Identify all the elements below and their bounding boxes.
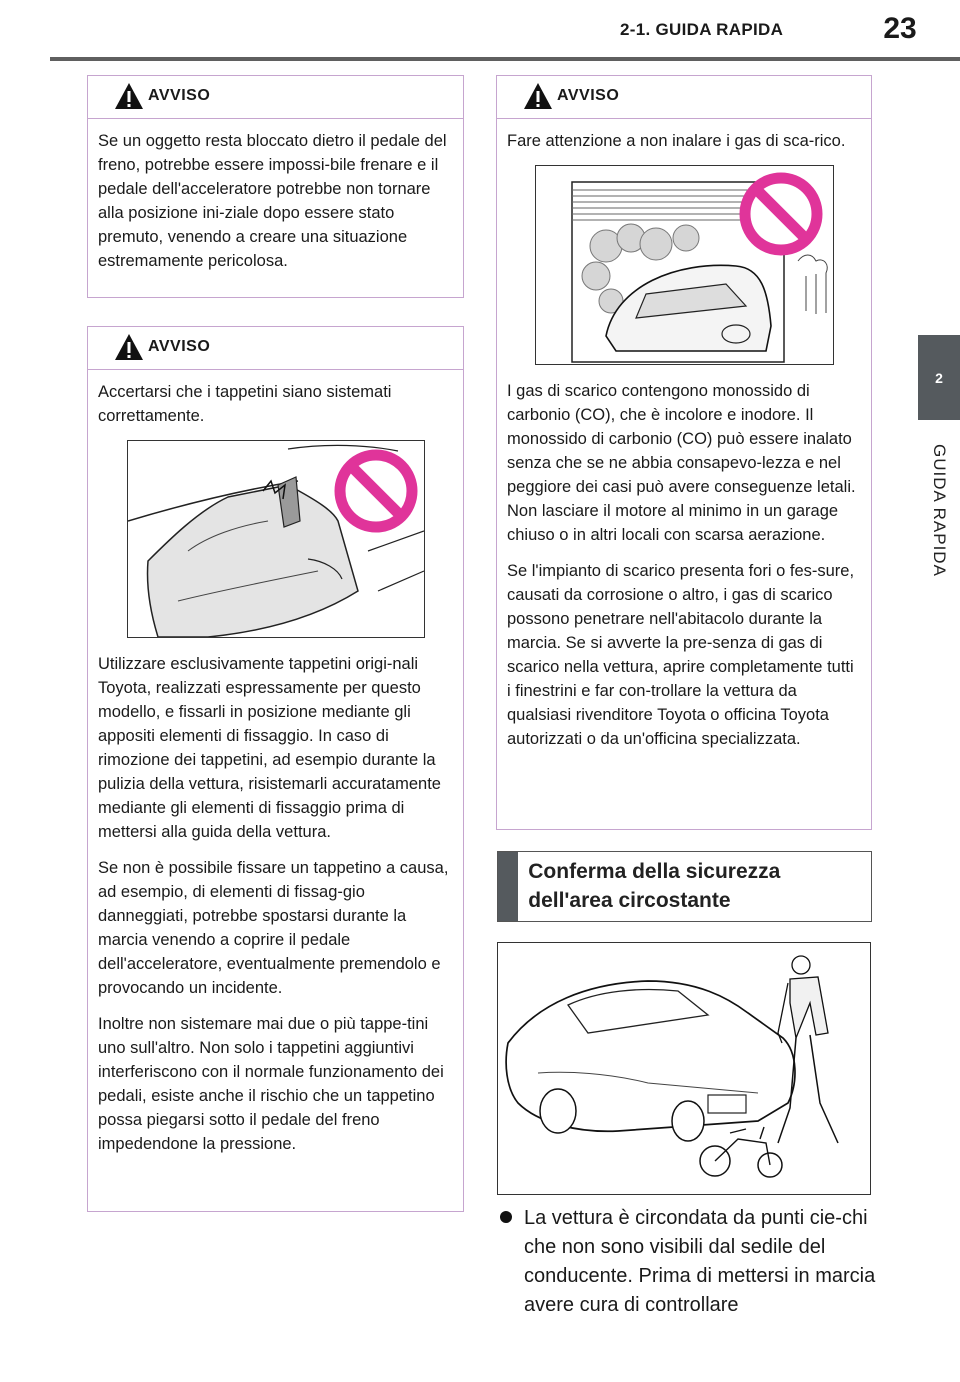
warning-paragraph: Se non è possibile fissare un tappetino a causa, ad esempio, di elementi di fissag-gio danneggiati, potrebbe spostarsi durante la marcia venendo a coprire il pedale dell'acceleratore, eventualmente premendolo e provocando un incidente. [98, 859, 449, 997]
section-heading [497, 851, 872, 922]
section-heading-title: Conferma della sicurezza dell'area circostante [528, 860, 781, 912]
warning-intro: Fare attenzione a non inalare i gas di sca-rico. [507, 132, 846, 150]
floor-mat-illustration [127, 440, 425, 638]
section-heading-bar [498, 852, 518, 921]
warning-triangle-icon [114, 333, 144, 361]
bullet-item [498, 1204, 878, 1320]
floor-mat-drawing [128, 441, 424, 637]
chapter-title: GUIDA RAPIDA [930, 443, 949, 577]
chapter-tab [918, 335, 960, 420]
header-rule [50, 57, 960, 61]
warning-header [88, 76, 463, 119]
warning-triangle-icon [523, 82, 553, 110]
page-number: 23 [883, 12, 917, 45]
bullet-text: La vettura è circondata da punti cie-chi che non sono visibili dal sedile del conducente. Prima di mettersi in marcia avere cura di controllare [524, 1207, 876, 1316]
bullet-dot-icon [500, 1211, 512, 1223]
warning-title: AVVISO [148, 87, 211, 104]
car-surroundings-illustration [497, 942, 871, 1195]
car-surroundings-drawing [498, 943, 870, 1194]
warning-header [497, 76, 871, 119]
warning-triangle-icon [114, 82, 144, 110]
warning-paragraph: Se l'impianto di scarico presenta fori o fes-sure, causati da corrosione o altro, i gas di scarico possono penetrare nell'abitacolo durante la marcia. Se si avverte la pre-senza di gas di scarico nella vettura, aprire completamente tutti i finestrini e far con-trollare la vettura da qualsiasi rivenditore Toyota o officina Toyota autorizzati o da un'officina specializzata. [507, 562, 855, 748]
running-header-title: 2-1. GUIDA RAPIDA [620, 20, 784, 39]
warning-paragraph: Inoltre non sistemare mai due o più tappe-tini uno sull'altro. Non solo i tappetini aggiuntivi interferiscono con il normale funzionamento dei pedali, esiste anche il rischio che un tappetino possa piegarsi sotto il pedale del freno impedendone la pressione. [98, 1015, 444, 1153]
warning-header [88, 327, 463, 370]
chapter-side-label [918, 430, 960, 590]
warning-text: Se un oggetto resta bloccato dietro il pedale del freno, potrebbe essere impossi-bile frenare e il pedale dell'acceleratore potrebbe non tornare alla posizione ini-ziale dopo essere stato premuto, venendo a creare una situazione estremamente pericolosa. [98, 132, 447, 270]
warning-title: AVVISO [148, 338, 211, 355]
warning-box-floor-mats [87, 326, 464, 1212]
warning-title: AVVISO [557, 87, 620, 104]
chapter-number: 2 [935, 369, 943, 386]
warning-box-exhaust [496, 75, 872, 830]
warning-paragraph: Utilizzare esclusivamente tappetini origi-nali Toyota, realizzati espressamente per questo modello, e fissarli in posizione mediante gli appositi elementi di fissaggio. In caso di rimozione dei tappetini, ad esempio durante la pulizia della vettura, risistemarli accuratamente mediante gli elementi di fissaggio prima di mettersi alla guida della vettura. [98, 655, 441, 841]
warning-box-brake [87, 75, 464, 298]
warning-paragraph: I gas di scarico contengono monossido di carbonio (CO), che è incolore e inodore. Il monossido di carbonio (CO) può essere inalato senza che se ne abbia consapevo-lezza e nel peggiore dei casi può avere conseguenze letali. Non lasciare il motore al minimo in un garage chiuso o in altri locali con scarsa aerazione. [507, 382, 856, 544]
warning-intro: Accertarsi che i tappetini siano sistemati correttamente. [98, 383, 392, 425]
garage-exhaust-drawing [536, 166, 833, 364]
garage-exhaust-illustration [535, 165, 834, 365]
